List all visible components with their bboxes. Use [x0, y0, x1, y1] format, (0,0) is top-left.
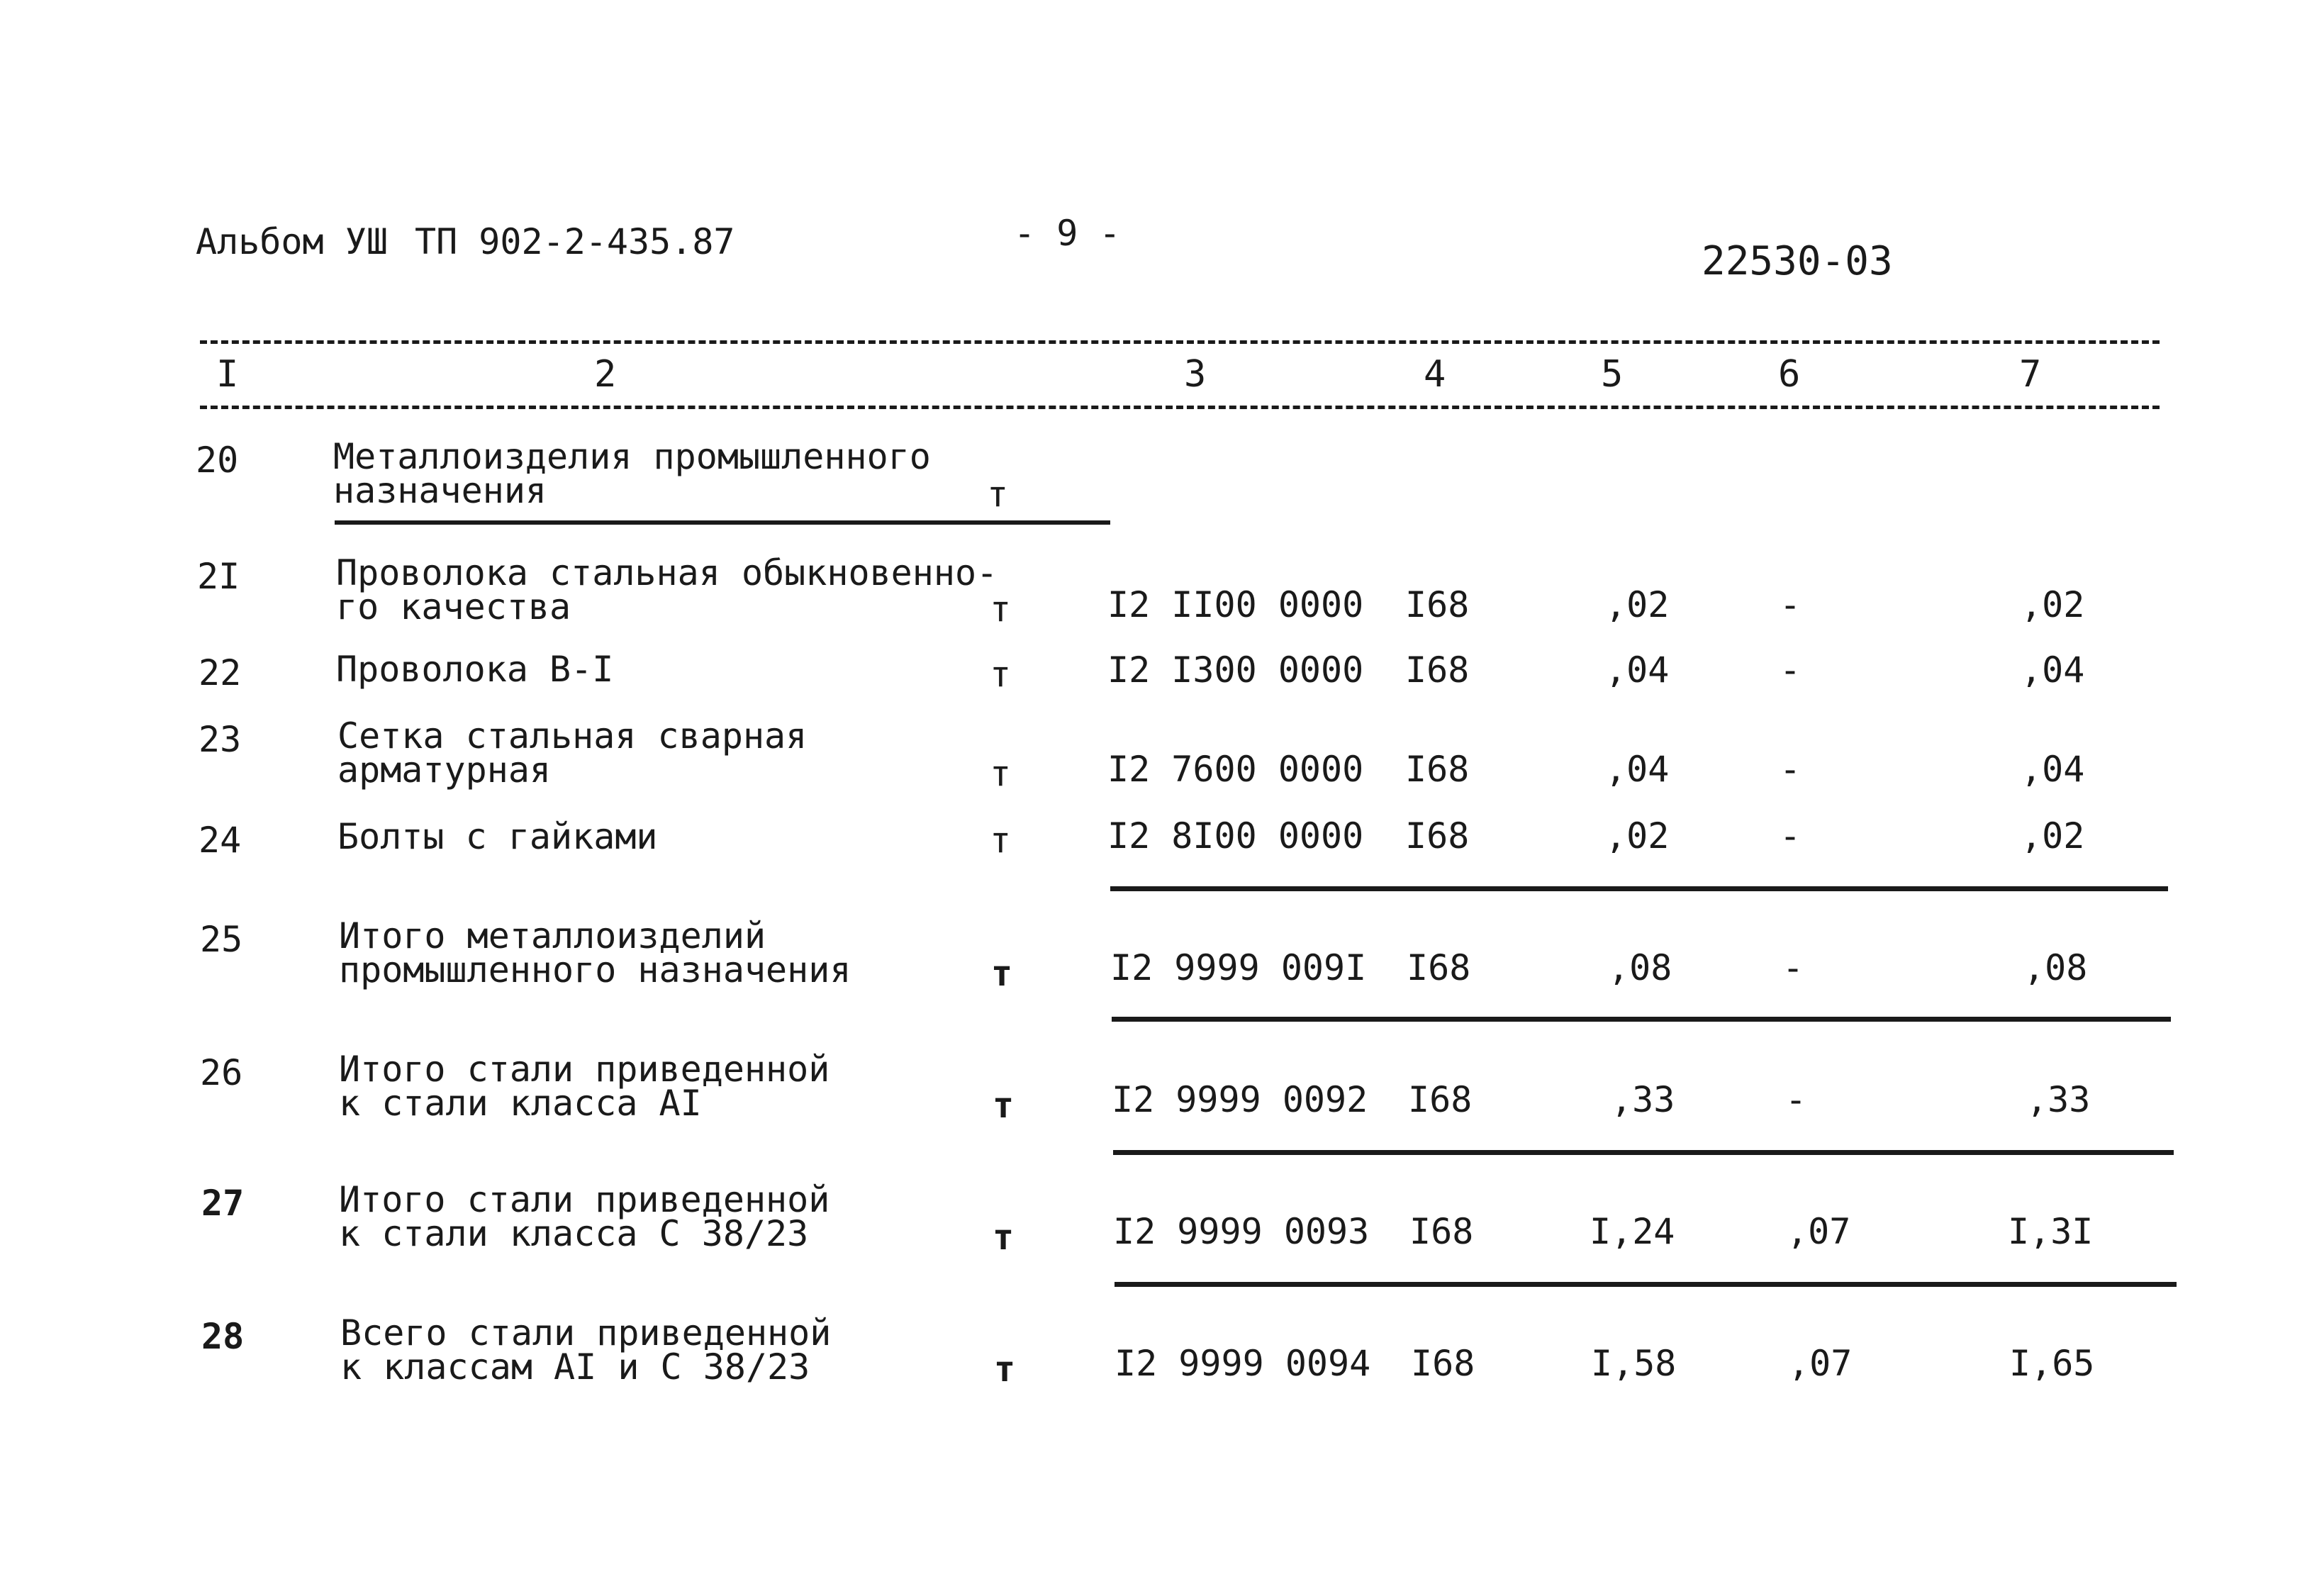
column-number: 2 — [594, 353, 617, 396]
column-6-value: - — [1780, 649, 1802, 691]
item-code: I2 7600 0000 — [1107, 749, 1364, 790]
column-7-value: ,08 — [2023, 947, 2088, 988]
section-underline — [335, 520, 1110, 525]
column-4-value: I68 — [1411, 1343, 1475, 1384]
column-6-value: - — [1785, 1079, 1807, 1120]
table-top-rule — [200, 340, 2160, 344]
item-name: Болты с гайками — [337, 816, 658, 857]
page-number: - 9 - — [1014, 213, 1121, 254]
project-number: ТП 902-2-435.87 — [415, 221, 735, 262]
column-7-value: ,04 — [2021, 649, 2085, 691]
item-name: Сетка стальная сварная арматурная — [337, 715, 808, 791]
item-name: Итого стали приведенной к стали класса С 38/23 — [339, 1179, 830, 1254]
subtotal-rule — [1113, 1150, 2174, 1155]
column-5-value: ,08 — [1608, 947, 1672, 988]
album-label: Альбом УШ — [196, 221, 388, 262]
column-5-value: I,24 — [1590, 1211, 1675, 1252]
unit: т — [994, 1349, 1016, 1390]
column-7-value: ,02 — [2021, 815, 2085, 856]
column-5-value: ,04 — [1605, 749, 1670, 790]
unit: т — [991, 953, 1013, 994]
column-7-value: ,02 — [2021, 584, 2085, 625]
unit: т — [990, 753, 1012, 794]
subtotal-rule — [1115, 1282, 2177, 1287]
item-name: Проволока стальная обыкновенно- го качества — [336, 552, 998, 627]
column-number: 5 — [1601, 353, 1624, 396]
row-number: 28 — [201, 1316, 245, 1357]
document-code: 22530-03 — [1702, 238, 1893, 284]
column-number: I — [216, 353, 239, 396]
unit: т — [990, 654, 1012, 695]
column-4-value: I68 — [1407, 947, 1471, 988]
item-code: I2 9999 0094 — [1115, 1343, 1371, 1384]
item-name: Итого стали приведенной к стали класса АI — [339, 1049, 830, 1124]
column-4-value: I68 — [1409, 1211, 1474, 1252]
column-5-value: ,33 — [1611, 1079, 1675, 1120]
column-4-value: I68 — [1408, 1079, 1473, 1120]
item-name: Проволока В-I — [336, 649, 614, 690]
column-4-value: I68 — [1405, 649, 1470, 691]
item-name: Итого металлоизделий промышленного назначения — [339, 915, 851, 990]
row-number: 22 — [199, 652, 242, 693]
column-4-value: I68 — [1405, 584, 1470, 625]
column-6-value: ,07 — [1788, 1343, 1853, 1384]
column-7-value: ,33 — [2026, 1079, 2091, 1120]
column-6-value: - — [1782, 947, 1804, 988]
item-code: I2 9999 009I — [1110, 947, 1367, 988]
row-number: 26 — [200, 1052, 243, 1093]
subtotal-rule — [1110, 886, 2168, 891]
column-number: 3 — [1184, 353, 1207, 396]
item-code: I2 9999 0092 — [1112, 1079, 1368, 1120]
unit: т — [993, 1217, 1015, 1258]
column-5-value: ,02 — [1605, 815, 1670, 856]
row-number: 20 — [196, 440, 239, 481]
column-7-value: I,3I — [2008, 1211, 2094, 1252]
column-number: 7 — [2019, 353, 2042, 396]
item-code: I2 8I00 0000 — [1107, 815, 1364, 856]
column-number: 6 — [1778, 353, 1801, 396]
unit: т — [990, 820, 1012, 861]
row-number: 27 — [201, 1183, 245, 1224]
item-name: Металлоизделия промышленного назначения — [333, 436, 931, 511]
item-code: I2 II00 0000 — [1107, 584, 1364, 625]
column-7-value: ,04 — [2021, 749, 2085, 790]
column-6-value: - — [1780, 584, 1802, 625]
item-name: Всего стали приведенной к классам АI и С 38/23 — [340, 1312, 832, 1388]
row-number: 23 — [199, 719, 242, 760]
row-number: 24 — [199, 820, 242, 861]
column-6-value: ,07 — [1787, 1211, 1851, 1252]
unit: т — [990, 588, 1012, 630]
column-7-value: I,65 — [2009, 1343, 2095, 1384]
unit: т — [993, 1085, 1015, 1126]
unit: т — [987, 474, 1009, 515]
column-4-value: I68 — [1405, 749, 1470, 790]
item-code: I2 I300 0000 — [1107, 649, 1364, 691]
column-5-value: ,04 — [1605, 649, 1670, 691]
row-number: 2I — [197, 556, 240, 597]
column-5-value: ,02 — [1605, 584, 1670, 625]
column-number: 4 — [1424, 353, 1446, 396]
subtotal-rule — [1112, 1017, 2171, 1022]
table-header-rule — [200, 406, 2160, 409]
column-5-value: I,58 — [1591, 1343, 1677, 1384]
item-code: I2 9999 0093 — [1113, 1211, 1370, 1252]
column-6-value: - — [1780, 749, 1802, 790]
row-number: 25 — [200, 919, 243, 960]
column-6-value: - — [1780, 815, 1802, 856]
column-4-value: I68 — [1405, 815, 1470, 856]
